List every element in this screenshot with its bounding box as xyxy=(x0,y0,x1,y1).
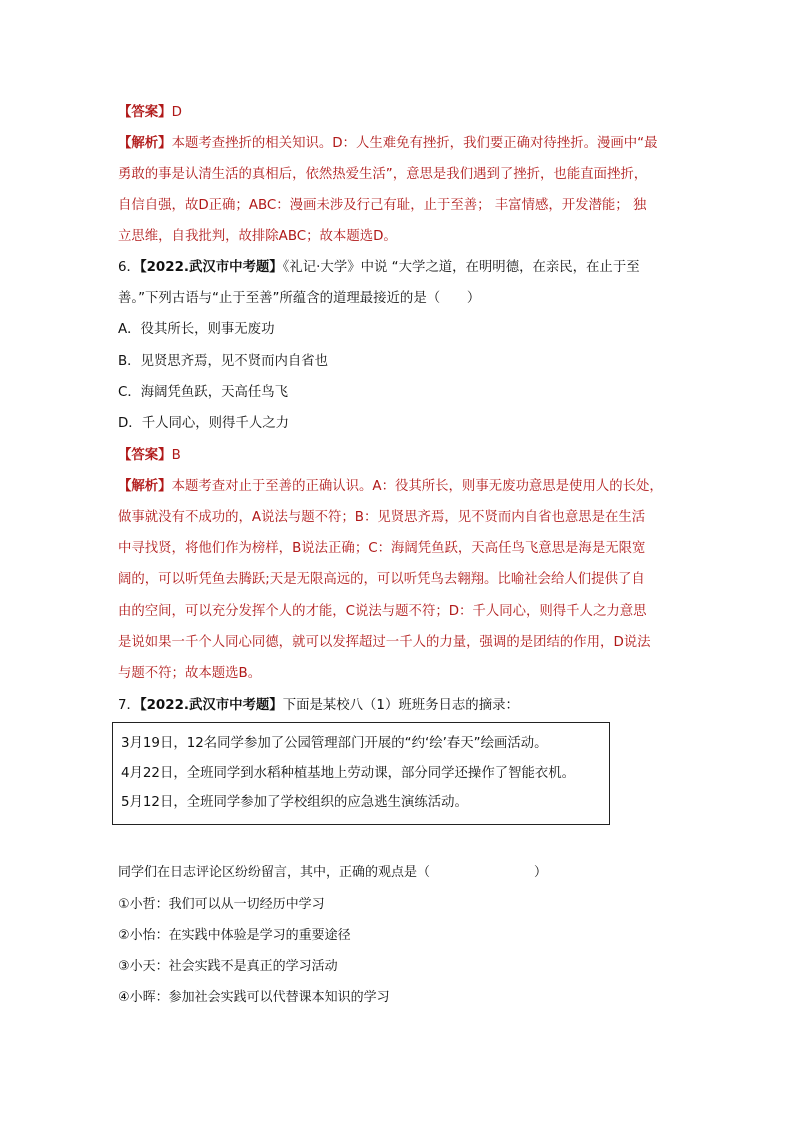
q7-question: 同学们在日志评论区纷纷留言，其中，正确的观点是（ ） xyxy=(118,865,548,880)
q6-stem-line-2: 善。”下列古语与“止于至善”所蕴含的道理最接近的是（ ） xyxy=(118,291,481,306)
q6-stem-line-1 xyxy=(118,259,678,276)
answer-label: 【答案】 xyxy=(118,105,172,120)
question-source: 【2022.武汉市中考题】 xyxy=(139,260,283,275)
q6-analysis-line-3: 中寻找贤，将他们作为榜样，B说法正确；C：海阔凭鱼跃，天高任鸟飞意思是海是无限宽 xyxy=(118,541,646,556)
class-log-box xyxy=(112,722,610,825)
answer-value: D xyxy=(171,105,182,120)
question-source: 【2022.武汉市中考题】 xyxy=(139,698,283,713)
q6-option-c: C．海阔凭鱼跃，天高任鸟飞 xyxy=(118,385,289,400)
q6-analysis-line-7: 与题不符；故本题选B。 xyxy=(118,666,262,681)
q6-analysis-line-1 xyxy=(118,478,678,495)
question-stem: 下面是某校八（1）班班务日志的摘录： xyxy=(282,698,519,713)
analysis-text: 本题考查对止于至善的正确认识。A：役其所长，则事无废功意思是使用人的长处， xyxy=(171,479,663,494)
analysis-label: 【解析】 xyxy=(118,479,172,494)
log-entry: 5月12日，全班同学参加了学校组织的应急逃生演练活动。 xyxy=(121,795,468,810)
q6-option-d: D．千人同心，则得千人之力 xyxy=(118,416,289,431)
q5-analysis-line-3: 自信自强，故D正确；ABC：漫画未涉及行己有耻，止于至善； 丰富情感，开发潜能； 独 xyxy=(118,198,647,213)
question-number: 6． xyxy=(118,260,140,275)
q6-option-a: A．役其所长，则事无废功 xyxy=(118,322,275,337)
q7-choice-1: ①小哲：我们可以从一切经历中学习 xyxy=(118,897,325,912)
answer-value: B xyxy=(171,448,181,463)
analysis-text: 本题考查挫折的相关知识。D：人生难免有挫折，我们要正确对待挫折。漫画中“最 xyxy=(171,136,658,151)
question-stem: 《礼记·大学》中说 “大学之道，在明明德，在亲民，在止于至 xyxy=(282,260,640,275)
q5-analysis-line-4: 立思维，自我批判，故排除ABC；故本题选D。 xyxy=(118,229,397,244)
q6-option-b: B．见贤思齐焉，见不贤而内自省也 xyxy=(118,354,329,369)
question-number: 7． xyxy=(118,698,140,713)
q7-choice-3: ③小天：社会实践不是真正的学习活动 xyxy=(118,959,338,974)
q6-analysis-line-5: 由的空间，可以充分发挥个人的才能，C说法与题不符；D：千人同心，则得千人之力意思 xyxy=(118,604,647,619)
log-entry: 3月19日，12名同学参加了公园管理部门开展的“约‘绘’春天”绘画活动。 xyxy=(121,736,548,751)
q7-stem-line xyxy=(118,697,678,714)
q5-answer-line xyxy=(118,104,678,121)
q6-analysis-line-6: 是说如果一千个人同心同德，就可以发挥超过一千人的力量，强调的是团结的作用，D说法 xyxy=(118,635,651,650)
q5-analysis-line-2: 勇敢的事是认清生活的真相后，依然热爱生活”，意思是我们遇到了挫折，也能直面挫折， xyxy=(118,167,648,182)
q5-analysis-line-1 xyxy=(118,135,678,152)
log-entry: 4月22日，全班同学到水稻种植基地上劳动课，部分同学还操作了智能衣机。 xyxy=(121,766,576,781)
analysis-label: 【解析】 xyxy=(118,136,172,151)
q6-analysis-line-4: 阔的，可以听凭鱼去腾跃;天是无限高远的，可以听凭鸟去翱翔。比喻社会给人们提供了自 xyxy=(118,572,645,587)
q7-choice-4: ④小晖：参加社会实践可以代替课本知识的学习 xyxy=(118,990,390,1005)
q7-choice-2: ②小怡：在实践中体验是学习的重要途径 xyxy=(118,928,351,943)
answer-label: 【答案】 xyxy=(118,448,172,463)
q6-analysis-line-2: 做事就没有不成功的，A说法与题不符；B：见贤思齐焉，见不贤而内自省也意思是在生活 xyxy=(118,510,646,525)
q6-answer-line xyxy=(118,447,678,464)
